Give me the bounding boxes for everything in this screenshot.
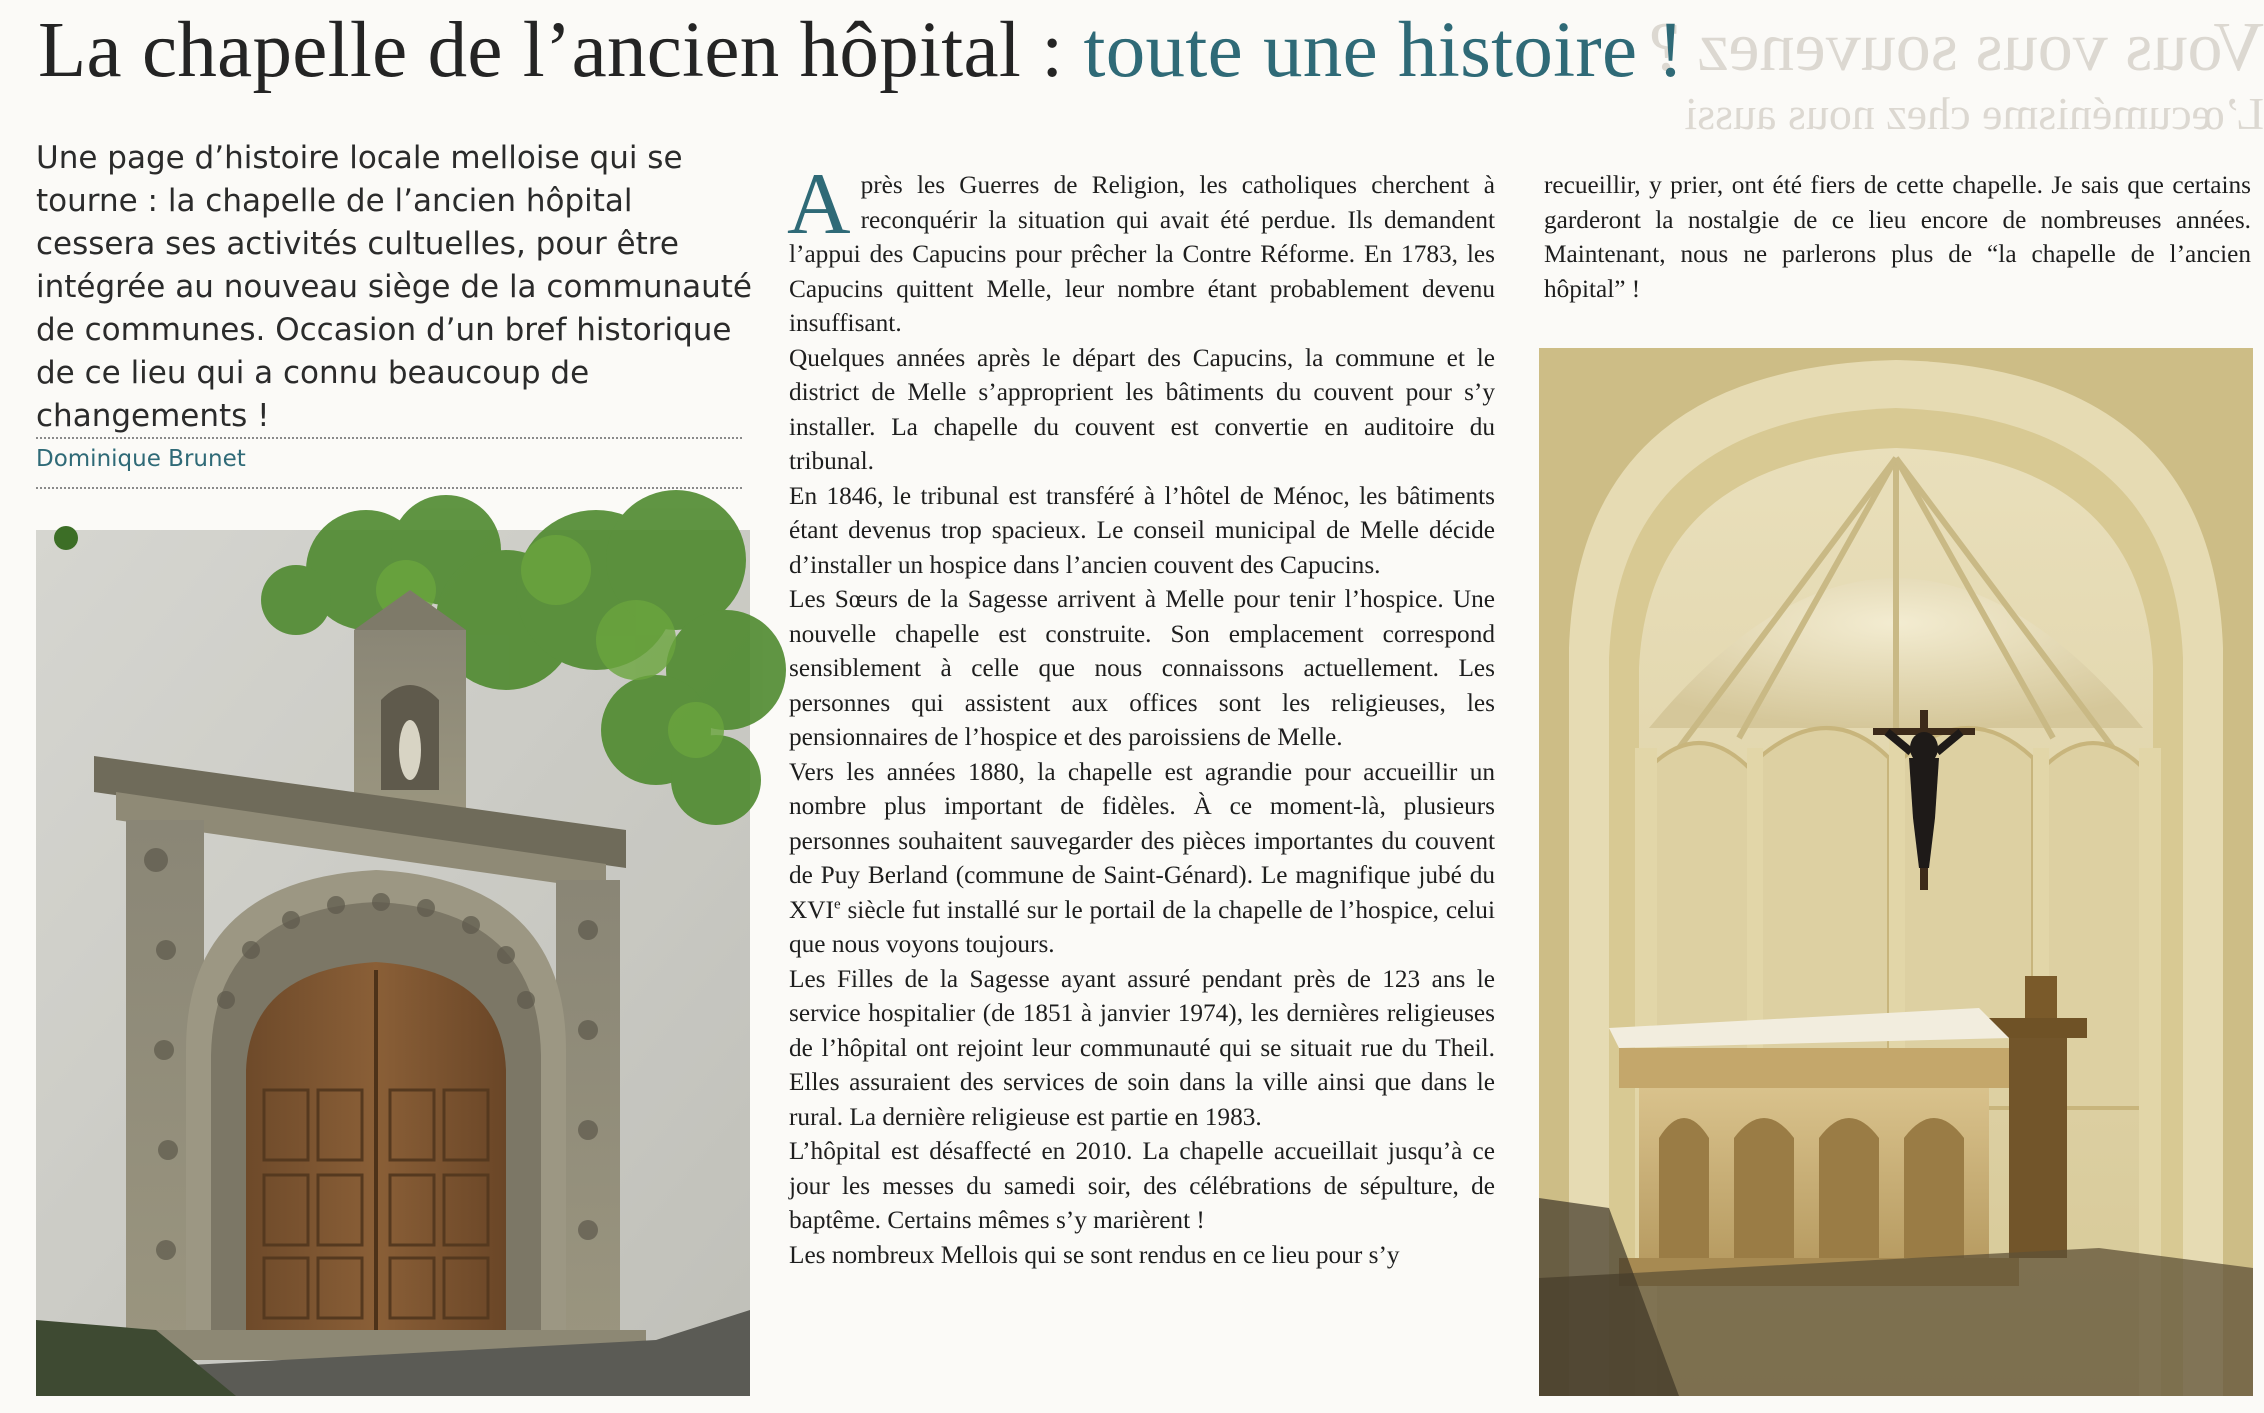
show-through-line-1: Vous vous souvenez ? [1648, 9, 2264, 86]
paragraph-4: Les Sœurs de la Sagesse arrivent à Melle pour tenir l’hospice. Une nouvelle chapelle est construite. Son emplacement correspond sensiblement à celle que nous connaissons actuellement. Les personnes qui assistent aux offices sont les religieuses, les pensionnaires de l’hospice et des paroissiens de Melle. [789, 585, 1495, 751]
paragraph-1 [787, 156, 1495, 341]
paragraph-3: En 1846, le tribunal est transféré à l’hôtel de Ménoc, les bâtiments étant devenus trop spacieux. Le conseil municipal de Melle décide d’installer un hospice dans l’ancien couvent des Capucins. [789, 481, 1495, 579]
paragraph-7: L’hôpital est désaffecté en 2010. La chapelle accueillait jusqu’à ce jour les messes du samedi soir, des célébrations de sépulture, de baptême. Certains mêmes s’y marièrent ! [789, 1137, 1495, 1234]
intro-text: Une page d’histoire locale melloise qui se tourne : la chapelle de l’ancien hôpital cessera ses activités cultuelles, pour être intégrée au nouveau siège de la communauté de communes. Occasion d’un bref historique de ce lieu qui a connu beaucoup de changements ! [36, 140, 752, 434]
paragraph-6: Les Filles de la Sagesse ayant assuré pendant près de 123 ans le service hospitalier (de 1851 à janvier 1974), les dernières religieuses de l’hôpital ont rejoint leur communauté qui se situait rue du Theil. Elles assuraient des services de soin dans la ville ainsi que dans le rural. La dernière religieuse est partie en 1983. [789, 964, 1495, 1131]
paragraph-1-text: près les Guerres de Religion, les catholiques cherchent à reconquérir la situation qui avait été perdue. Ils demandent l’appui des Capucins pour prêcher la Contre Réforme. En 1783, les Capucins quittent Melle, leur nombre étant probablement devenu insuffisant. [789, 171, 1495, 337]
paragraph-8-continued: recueillir, y prier, ont été fiers de cette chapelle. Je sais que certains garderont la nostalgie de ce lieu encore de nombreuses années. Maintenant, nous ne parlerons plus de “la chapelle de l’ancien hôpital” ! [1544, 171, 2251, 303]
paragraph-2: Quelques années après le départ des Capucins, la commune et le district de Melle s’approprient les bâtiments du couvent pour s’y installer. La chapelle du couvent est convertie en auditoire du tribunal. [789, 343, 1495, 475]
title-main: La chapelle de l’ancien hôpital : [38, 7, 1084, 94]
article-intro [36, 137, 756, 438]
drop-cap: A [787, 156, 851, 253]
century-superscript: e [833, 896, 841, 913]
author-byline: Dominique Brunet [36, 446, 246, 472]
paragraph-5-text: Vers les années 1880, la chapelle est agrandie pour accueillir un nombre plus important de fidèles. À ce moment-là, plusieurs personnes souhaitent sauvegarder des pièces importantes du couvent de Puy Berland (commune de Saint-Génard). Le magnifique jubé du XVI [789, 757, 1495, 924]
author-divider-bottom [36, 487, 742, 489]
chapel-portal-photo [36, 530, 750, 1396]
article-column-3 [1544, 168, 2251, 306]
article-title [38, 4, 1858, 98]
title-accent: toute une histoire ! [1083, 7, 1685, 94]
paragraph-8: Les nombreux Mellois qui se sont rendus en ce lieu pour s’y [789, 1240, 1400, 1269]
show-through-line-2: L’œcuménisme chez nous aussi [1684, 88, 2264, 139]
article-column-2 [787, 156, 1495, 1272]
author-divider-top [36, 437, 742, 439]
paragraph-5 [789, 755, 1495, 962]
paragraph-5-tail: siècle fut installé sur le portail de la chapelle de l’hospice, celui que nous voyons toujours. [789, 895, 1495, 958]
chapel-interior-photo [1539, 348, 2253, 1396]
